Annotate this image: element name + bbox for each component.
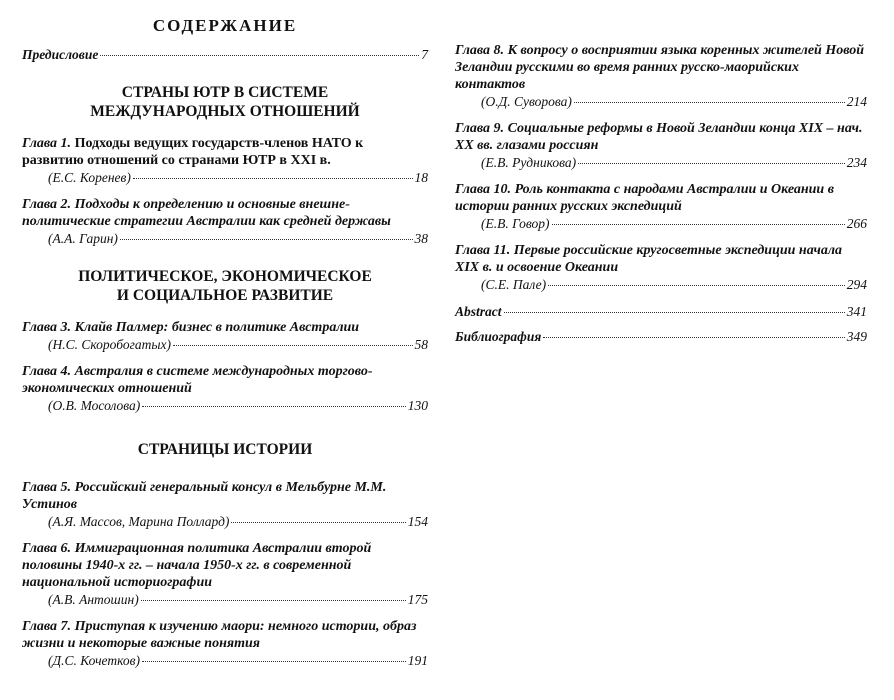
page-number: 7 <box>421 47 428 62</box>
author-line <box>455 93 867 110</box>
chapter-author: (Д.С. Кочетков) <box>48 653 140 668</box>
leader-dots <box>100 55 419 56</box>
chapter-title <box>22 319 428 336</box>
chapter-label: Глава 11. <box>455 243 511 258</box>
page-number: 191 <box>407 653 428 668</box>
chapter-author: (Е.С. Коренев) <box>48 170 131 185</box>
chapter-name: Австралия в системе международных торгово-экономических отношений <box>22 364 373 396</box>
toc-entry-chapter-4[interactable] <box>22 363 428 414</box>
toc-entry-chapter-6[interactable] <box>22 540 428 608</box>
chapter-name: Российский генеральный консул в Мельбурне М.М. Устинов <box>22 480 387 512</box>
toc-entry-preface[interactable] <box>22 46 428 63</box>
chapter-author: (Е.В. Говор) <box>481 216 550 231</box>
page-number: 234 <box>846 155 867 170</box>
leader-dots <box>142 661 406 662</box>
toc-entry-chapter-8[interactable] <box>455 42 867 110</box>
author-line <box>22 513 428 530</box>
entry-label: Abstract <box>455 304 502 319</box>
chapter-name: Приступая к изучению маори: немного истории, образ жизни и некоторые важные понятия <box>22 619 417 651</box>
chapter-title <box>455 120 867 154</box>
section-heading-line: И СОЦИАЛЬНОЕ РАЗВИТИЕ <box>116 287 334 304</box>
entry-label: Предисловие <box>22 47 99 62</box>
chapter-author: (А.В. Антошин) <box>48 592 139 607</box>
chapter-name: Подходы к определению и основные внешне-политические стратегии Австралии как средней державы <box>22 197 391 229</box>
page-number: 154 <box>407 514 428 529</box>
chapter-author: (О.Д. Суворова) <box>481 94 572 109</box>
chapter-label: Глава 10. <box>455 182 512 197</box>
chapter-title <box>22 618 428 652</box>
chapter-label: Глава 6. <box>22 541 72 556</box>
chapter-title <box>22 196 428 230</box>
author-line <box>455 154 867 171</box>
toc-entry-abstract[interactable] <box>455 303 867 320</box>
leader-dots <box>120 239 413 240</box>
author-line <box>455 215 867 232</box>
leader-dots <box>552 224 845 225</box>
page-number: 294 <box>846 277 867 292</box>
page-number: 341 <box>846 304 867 319</box>
page-title: СОДЕРЖАНИЕ <box>152 16 298 35</box>
leader-dots <box>548 285 845 286</box>
chapter-title <box>455 181 867 215</box>
right-column <box>455 42 867 351</box>
page-number: 38 <box>414 231 428 246</box>
chapter-name: Подходы ведущих государств-членов НАТО к развитию отношений со странами ЮТР в XXI в. <box>22 136 364 168</box>
author-line <box>22 169 428 186</box>
chapter-title <box>22 479 428 513</box>
chapter-label: Глава 4. <box>22 364 72 379</box>
toc-entry-bibliography[interactable] <box>455 328 867 345</box>
author-line <box>22 230 428 247</box>
chapter-title <box>455 42 867 93</box>
chapter-title <box>22 363 428 397</box>
leader-dots <box>142 406 405 407</box>
chapter-label: Глава 9. <box>455 121 505 136</box>
chapter-author: (О.В. Мосолова) <box>48 398 141 413</box>
chapter-name: Клайв Палмер: бизнес в политике Австралии <box>74 320 360 335</box>
leader-dots <box>578 163 845 164</box>
leader-dots <box>231 522 405 523</box>
chapter-name: К вопросу о восприятии языка коренных жителей Новой Зеландии русскими во время ранних русско-маорийских контактов <box>455 43 865 92</box>
toc-entry-chapter-11[interactable] <box>455 242 867 293</box>
chapter-label: Глава 2. <box>22 197 72 212</box>
chapter-title <box>22 540 428 591</box>
author-line <box>22 652 428 669</box>
entry-label: Библиография <box>455 329 542 344</box>
page-number: 130 <box>407 398 428 413</box>
leader-dots <box>133 178 413 179</box>
toc-entry-chapter-7[interactable] <box>22 618 428 669</box>
chapter-name: Первые российские кругосветные экспедиции начала XIX в. и освоение Океании <box>455 243 843 275</box>
leader-dots <box>543 337 844 338</box>
section-heading-line: СТРАНИЦЫ ИСТОРИИ <box>137 441 313 458</box>
page-number: 18 <box>414 170 428 185</box>
chapter-author: (Е.В. Рудникова) <box>481 155 577 170</box>
author-line <box>22 397 428 414</box>
chapter-author: (А.Я. Массов, Марина Поллард) <box>48 514 230 529</box>
chapter-label: Глава 1. <box>22 136 72 151</box>
author-line <box>22 591 428 608</box>
section-heading-line: СТРАНЫ ЮТР В СИСТЕМЕ <box>121 84 329 101</box>
chapter-author: (А.А. Гарин) <box>48 231 118 246</box>
toc-entry-chapter-3[interactable] <box>22 319 428 353</box>
chapter-author: (С.Е. Пале) <box>481 277 547 292</box>
chapter-label: Глава 3. <box>22 320 72 335</box>
chapter-author: (Н.С. Скоробогатых) <box>48 337 172 352</box>
section-heading <box>22 83 428 121</box>
chapter-name: Социальные реформы в Новой Зеландии конца XIX – нач. XX вв. глазами россиян <box>455 121 863 153</box>
toc-entry-chapter-1[interactable] <box>22 135 428 186</box>
section-heading-line: МЕЖДУНАРОДНЫХ ОТНОШЕНИЙ <box>90 103 360 120</box>
section-heading-line: ПОЛИТИЧЕСКОЕ, ЭКОНОМИЧЕСКОЕ <box>78 268 372 285</box>
page-number: 58 <box>414 337 428 352</box>
leader-dots <box>173 345 412 346</box>
leader-dots <box>504 312 845 313</box>
toc-entry-chapter-10[interactable] <box>455 181 867 232</box>
toc-entry-chapter-2[interactable] <box>22 196 428 247</box>
chapter-name: Роль контакта с народами Австралии и Океании в истории ранних русских экспедиций <box>455 182 834 214</box>
chapter-label: Глава 5. <box>22 480 72 495</box>
chapter-title <box>22 135 428 169</box>
section-heading <box>22 267 428 305</box>
author-line <box>22 336 428 353</box>
chapter-title <box>455 242 867 276</box>
chapter-label: Глава 7. <box>22 619 72 634</box>
page-number: 214 <box>846 94 867 109</box>
toc-entry-chapter-9[interactable] <box>455 120 867 171</box>
leader-dots <box>141 600 406 601</box>
left-column <box>22 0 428 679</box>
section-heading <box>22 440 428 459</box>
leader-dots <box>574 102 845 103</box>
page-number: 266 <box>846 216 867 231</box>
chapter-label: Глава 8. <box>455 43 505 58</box>
author-line <box>455 276 867 293</box>
page-number: 175 <box>407 592 428 607</box>
toc-entry-chapter-5[interactable] <box>22 479 428 530</box>
page-number: 349 <box>846 329 867 344</box>
chapter-name: Иммиграционная политика Австралии второй половины 1940-х гг. – начала 1950-х гг. в современной национальной историографии <box>22 541 372 590</box>
